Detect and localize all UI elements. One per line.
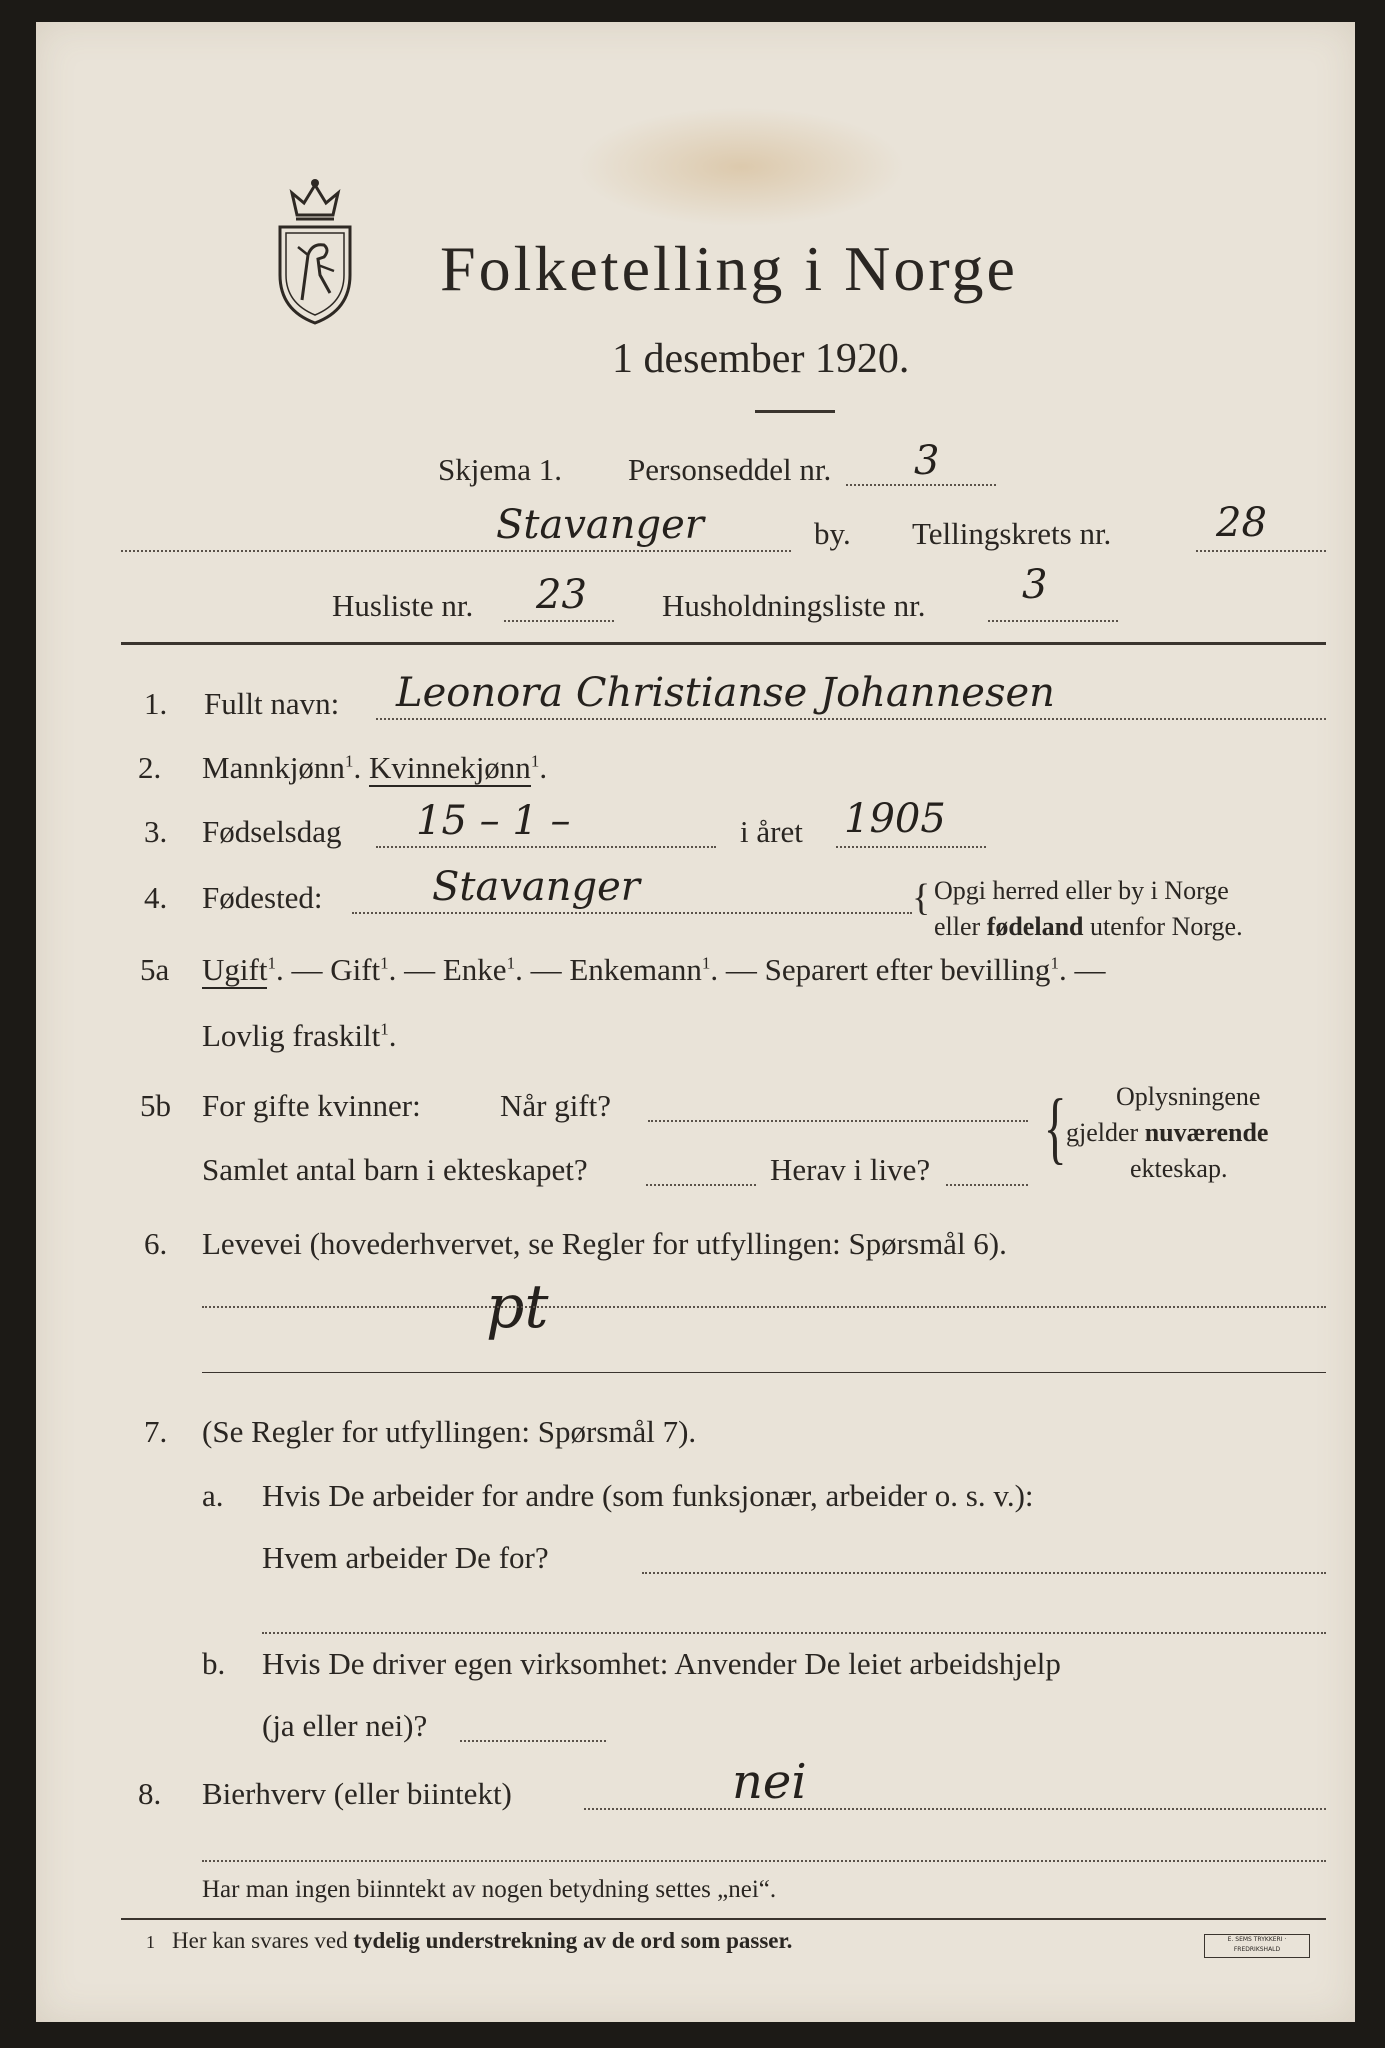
q7a-label: Hvis De arbeider for andre (som funksjonær, arbeider o. s. v.): [262,1478,1034,1513]
footnote-mark: 1 [146,1932,155,1952]
personseddel-value: 3 [914,438,940,484]
note-brace-large: { [1043,1084,1067,1172]
fraskilt-option: Lovlig fraskilt$^1$. [202,1018,397,1053]
footer-divider [121,1918,1326,1920]
tellingskrets-label: Tellingskrets nr. [912,516,1112,551]
form-title: Folketelling i Norge [440,233,1018,304]
personseddel-label: Personseddel nr. [628,452,832,487]
female-option: Kvinnekjønn [368,750,531,785]
printer-stamp: E. SEMS TRYKKERI · FREDRIKSHALD [1204,1934,1310,1958]
marriage-note-line1: Oplysningene [1116,1082,1261,1111]
married-women-label: For gifte kvinner: [202,1088,421,1123]
q7b-label: Hvis De driver egen virksomhet: Anvender De leiet arbeidshjelp [262,1646,1061,1681]
side-income-label: Bierhverv (eller biintekt) [202,1776,512,1811]
norway-coat-of-arms-icon [272,175,358,327]
full-name-label: Fullt navn: [204,686,340,721]
skjema-label: Skjema 1. [438,452,562,487]
census-form-page [36,22,1355,2022]
birthday-label: Fødselsdag [202,814,342,849]
when-married-label: Når gift? [500,1088,612,1123]
q2-number: 2. [138,750,162,785]
by-label: by. [814,516,851,551]
q5a-number: 5a [140,952,170,987]
paper-stain [576,107,906,227]
side-income-value: nei [732,1754,807,1810]
hired-help-label: (ja eller nei)? [262,1708,428,1743]
q1-number: 1. [144,686,168,721]
q7-number: 7. [144,1414,168,1449]
tellingskrets-value: 28 [1216,500,1267,546]
birthplace-value: Stavanger [432,864,640,910]
husholdningsliste-label: Husholdningsliste nr. [662,588,926,623]
q5b-number: 5b [140,1088,171,1123]
marriage-note-line2: gjelder nuværende [1066,1118,1269,1147]
footer-note: Har man ingen biinntekt av nogen betydning settes „nei“. [202,1876,777,1903]
children-count-label: Samlet antal barn i ekteskapet? [202,1152,588,1187]
ugift-option: Ugift [202,952,268,987]
birth-year-value: 1905 [844,796,946,842]
birthplace-note-line1: Opgi herred eller by i Norge [934,876,1229,905]
footnote-text: Her kan svares ved tydelig understrekning av de ord som passer. [172,1928,793,1953]
husliste-value: 23 [536,572,587,618]
q7b-letter: b. [202,1646,226,1681]
marital-status-options: Ugift$^1$. — Gift$^1$. — Enke$^1$. — Enkemann$^1$. — Separert efter bevilling$^1$. — [202,952,1106,987]
husliste-label: Husliste nr. [332,588,474,623]
header-divider [121,642,1326,645]
place-value: Stavanger [496,502,704,548]
q6-number: 6. [144,1226,168,1261]
husholdningsliste-value: 3 [1022,562,1048,608]
q4-number: 4. [144,880,168,915]
q7a-letter: a. [202,1478,224,1513]
birthplace-label: Fødested: [202,880,323,915]
male-option: Mannkjønn [202,750,345,785]
birthplace-note-line2: eller fødeland utenfor Norge. [934,912,1243,941]
marriage-note-line3: ekteskap. [1130,1154,1228,1183]
sex-options: Mannkjønn$^1$. Kvinnekjønn$^1$. [202,750,548,785]
occupation-value: pt [486,1272,549,1342]
q7-label: (Se Regler for utfyllingen: Spørsmål 7). [202,1414,697,1449]
q3-number: 3. [144,814,168,849]
census-date: 1 desember 1920. [612,336,910,382]
alive-count-label: Herav i live? [770,1152,931,1187]
note-brace: { [912,877,931,919]
occupation-label: Levevei (hovederhvervet, se Regler for utfyllingen: Spørsmål 6). [202,1226,1007,1261]
year-label: i året [740,814,803,849]
q8-number: 8. [138,1776,162,1811]
employer-label: Hvem arbeider De for? [262,1540,549,1575]
full-name-value: Leonora Christianse Johannesen [396,670,1055,716]
title-divider [755,410,835,413]
birthday-value: 15 – 1 – [416,798,571,844]
